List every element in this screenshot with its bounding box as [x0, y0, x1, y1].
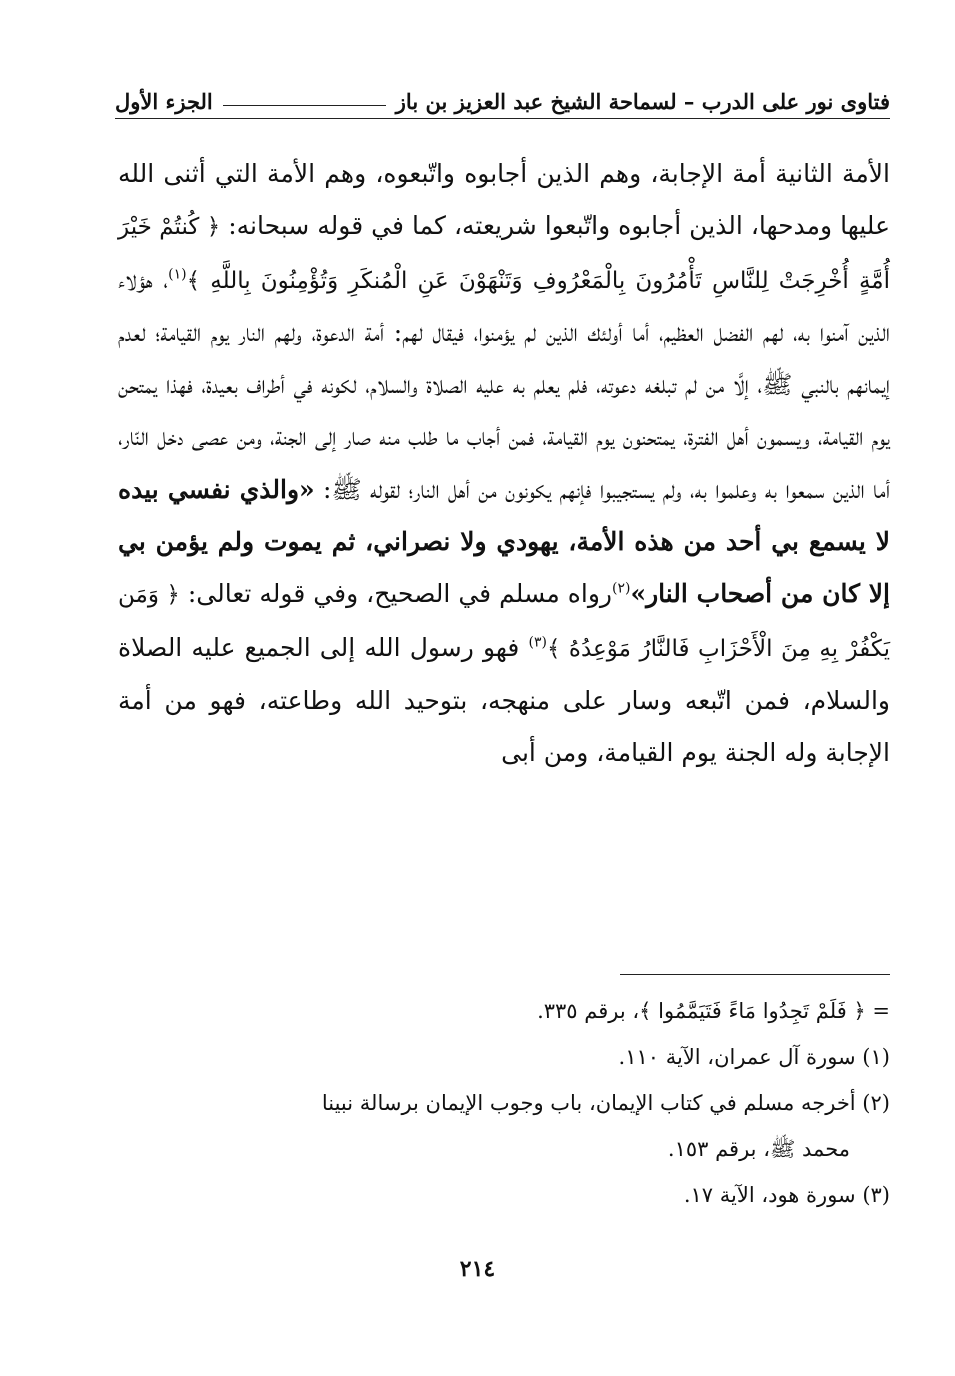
main-text [118, 148, 890, 780]
paragraph-text: ، هؤلاء الذين آمنوا به، لهم الفضل العظيم، أما أولئك الذين لم يؤمنوا، فيقال لهم: أمة الدعوة، ولهم النار يوم القيامة؛ لعدم إيمانهم بالنبي ﷺ، إلَّا من لم تبلغه دعوته، فلم يعلم به عليه الصلاة والسلام، لكونه في أطراف بعيدة، فهذا يمتحن يوم القيامة، ويسمون أهل الفترة، يمتحنون يوم القيامة، فمن أجاب ما طلب منه صار إلى الجنة، ومن عصى دخل النّار، أما الذين سمعوا به وعلموا به، ولم يستجيبوا فإنهم يكونون من أهل النار؛ لقوله ﷺ: [118, 264, 891, 504]
page-number: ٢١٤ [459, 1256, 496, 1282]
book-series-title: فتاوى نور على الدرب – لسماحة الشيخ عبد العزيز بن باز [395, 88, 890, 114]
footnote-1: (١) سورة آل عمران، الآية ١١٠. [618, 1045, 890, 1069]
paragraph-text: رواه مسلم في الصحيح، وفي قوله تعالى: [179, 579, 612, 609]
quran-verse: ﴿ كُنتُمْ خَيْرَ أُمَّةٍ أُخْرِجَتْ لِلنَّاسِ تَأْمُرُونَ بِالْمَعْرُوفِ وَتَنْهَوْنَ عَنِ الْمُنكَرِ وَتُؤْمِنُونَ بِاللَّهِ ﴾ [118, 214, 891, 294]
running-header [115, 84, 890, 119]
paragraph-text: فهو رسول الله إلى الجميع عليه الصلاة والسلام، فمن اتّبعه وسار على منهجه، بتوحيد الله وطاعته، فهو من أمة الإجابة وله الجنة يوم القيامة، ومن أبى [118, 632, 890, 768]
footnote-ref: (٣) [528, 634, 547, 651]
footnote-ref: (١) [168, 266, 187, 283]
hadith-quote: «والذي نفسي بيده لا يسمع بي أحد من هذه الأمة، يهودي ولا نصراني، ثم يموت ولم يؤمن بي إلا كان من أصحاب النار» [118, 474, 890, 609]
quran-verse: ﴿ وَمَن يَكْفُرْ بِهِ مِنَ الْأَحْزَابِ فَالنَّارُ مَوْعِدُهُ ﴾ [118, 582, 890, 662]
main-paragraph [118, 148, 890, 780]
footnote-separator [620, 974, 890, 975]
footnote-2: (٢) أخرجه مسلم في كتاب الإيمان، باب وجوب الإيمان برسالة نبينا [321, 1091, 890, 1115]
footnotes [118, 988, 890, 1218]
footnote-continued: = ﴿ فَلَمْ تَجِدُوا مَاءً فَتَيَمَّمُوا ﴾، برقم ٣٣٥. [537, 999, 890, 1023]
header-rule [223, 105, 386, 106]
volume-label: الجزء الأول [115, 88, 213, 114]
footnote-ref: (٢) [611, 581, 631, 598]
paragraph-text: الأمة الثانية أمة الإجابة، وهم الذين أجابوه واتّبعوه، وهم الأمة التي أثنى الله عليها ومدحها، الذين أجابوه واتّبعوا شريعته، كما في قوله سبحانه: [118, 159, 890, 241]
footnote-2-continuation: محمد ﷺ، برقم ١٥٣. [667, 1137, 850, 1161]
footnote-3: (٣) سورة هود، الآية ١٧. [683, 1183, 890, 1207]
